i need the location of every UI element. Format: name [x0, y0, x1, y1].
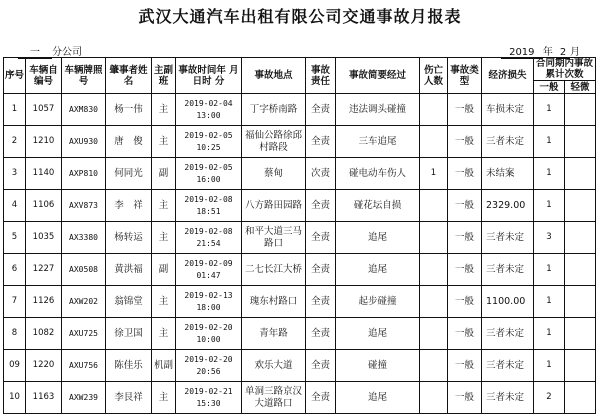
cell-loss: 1100.00	[482, 286, 534, 318]
cell-vehicle-no: 1163	[26, 382, 62, 414]
cell-seq: 4	[4, 190, 26, 222]
table-row	[4, 350, 596, 382]
cell-plate: AXU930	[62, 126, 106, 158]
cell-location: 八方路田园路	[242, 190, 306, 222]
cell-time-value: 15:30	[196, 398, 221, 408]
cell-casualties	[420, 222, 448, 254]
cell-plate: AXU756	[62, 350, 106, 382]
cell-liability: 全责	[306, 254, 336, 286]
cell-vehicle-no: 1057	[26, 94, 62, 126]
cell-location: 蔡甸	[242, 158, 306, 190]
cell-role: 副	[152, 158, 176, 190]
cell-summary: 碰电动车伤人	[336, 158, 420, 190]
cell-time	[176, 286, 242, 318]
cell-summary: 三车追尾	[336, 126, 420, 158]
cell-plate: AXV873	[62, 190, 106, 222]
cell-seq: 6	[4, 254, 26, 286]
cell-type: 一般	[448, 286, 482, 318]
cell-location: 丁字桥南路	[242, 94, 306, 126]
period-year: 2019	[501, 47, 543, 59]
cell-type: 一般	[448, 254, 482, 286]
cell-plate: AXP810	[62, 158, 106, 190]
accident-table	[3, 57, 596, 414]
cell-liability: 全责	[306, 190, 336, 222]
cell-seq: 2	[4, 126, 26, 158]
cell-summary: 追尾	[336, 318, 420, 350]
header-type: 事故类型	[448, 58, 482, 94]
cell-location: 瑰东村路口	[242, 286, 306, 318]
cell-location: 福仙公路徐邱村路段	[242, 126, 306, 158]
cell-date-value: 2019-02-20	[184, 323, 233, 332]
cell-casualties	[420, 318, 448, 350]
cell-type: 一般	[448, 94, 482, 126]
cell-date-value: 2019-02-05	[184, 163, 233, 172]
cell-liability: 全责	[306, 94, 336, 126]
cell-liability: 全责	[306, 126, 336, 158]
cell-driver: 黄洪福	[106, 254, 152, 286]
cell-role: 主	[152, 190, 176, 222]
table-row	[4, 190, 596, 222]
cell-seq: 09	[4, 350, 26, 382]
header-liability: 事故责任	[306, 58, 336, 94]
cell-vehicle-no: 1210	[26, 126, 62, 158]
header-casualties: 伤亡人数	[420, 58, 448, 94]
cell-minor	[565, 286, 596, 318]
header-vehicle-no: 车辆自编号	[26, 58, 62, 94]
cell-minor	[565, 382, 596, 414]
cell-date-value: 2019-02-05	[184, 131, 233, 140]
header-seq: 序号	[4, 58, 26, 94]
cell-date-value: 2019-02-04	[184, 99, 233, 108]
cell-time-value: 10:00	[196, 334, 221, 344]
cell-loss: 车损未定	[482, 94, 534, 126]
cell-role: 机副	[152, 350, 176, 382]
cell-summary: 追尾	[336, 222, 420, 254]
cell-time-value: 01:47	[196, 270, 221, 280]
cell-casualties	[420, 286, 448, 318]
cell-casualties	[420, 94, 448, 126]
cell-liability: 全责	[306, 318, 336, 350]
cell-time	[176, 158, 242, 190]
cell-general: 1	[534, 350, 565, 382]
cell-time-value: 13:00	[196, 110, 221, 120]
cell-summary: 碰花坛自损	[336, 190, 420, 222]
cell-time-value: 20:56	[196, 366, 221, 376]
cell-plate: AXW239	[62, 382, 106, 414]
table-row	[4, 254, 596, 286]
cell-role: 主	[152, 286, 176, 318]
cell-time	[176, 350, 242, 382]
cell-seq: 7	[4, 286, 26, 318]
cell-vehicle-no: 1126	[26, 286, 62, 318]
cell-plate: AXU725	[62, 318, 106, 350]
table-row	[4, 94, 596, 126]
cell-time	[176, 222, 242, 254]
cell-type: 一般	[448, 190, 482, 222]
cell-general: 1	[534, 254, 565, 286]
cell-time-value: 10:25	[196, 142, 221, 152]
cell-date-value: 2019-02-08	[184, 195, 233, 204]
cell-minor	[565, 350, 596, 382]
cell-general: 1	[534, 126, 565, 158]
cell-loss: 三者未定	[482, 382, 534, 414]
header-location: 事故地点	[242, 58, 306, 94]
cell-casualties	[420, 254, 448, 286]
header-loss: 经济损失	[482, 58, 534, 94]
cell-date-value: 2019-02-21	[184, 387, 233, 396]
cell-plate: AXM830	[62, 94, 106, 126]
cell-time-value: 18:51	[196, 206, 221, 216]
cell-seq: 10	[4, 382, 26, 414]
cell-driver: 杨一伟	[106, 94, 152, 126]
cell-location: 二七长江大桥	[242, 254, 306, 286]
cell-driver: 李 祥	[106, 190, 152, 222]
period-month-suffix: 月	[570, 47, 580, 58]
cell-loss: 三者未定	[482, 318, 534, 350]
cell-vehicle-no: 1220	[26, 350, 62, 382]
cell-type: 一般	[448, 350, 482, 382]
cell-date-value: 2019-02-20	[184, 355, 233, 364]
cell-date-value: 2019-02-08	[184, 227, 233, 236]
cell-role: 主	[152, 382, 176, 414]
header-summary: 事故简要经过	[336, 58, 420, 94]
cell-type: 一般	[448, 318, 482, 350]
cell-role: 主	[152, 318, 176, 350]
cell-driver: 唐 俊	[106, 126, 152, 158]
cell-type: 一般	[448, 126, 482, 158]
cell-role: 副	[152, 254, 176, 286]
header-general: 一般	[534, 81, 565, 94]
cell-seq: 3	[4, 158, 26, 190]
cell-summary: 违法调头碰撞	[336, 94, 420, 126]
cell-seq: 1	[4, 94, 26, 126]
cell-minor	[565, 94, 596, 126]
cell-driver: 翁锦堂	[106, 286, 152, 318]
cell-time	[176, 254, 242, 286]
cell-minor	[565, 126, 596, 158]
branch-suffix: 分公司	[52, 47, 82, 58]
cell-time-value: 18:00	[196, 302, 221, 312]
cell-loss: 未结案	[482, 158, 534, 190]
cell-location: 和平大道三马路口	[242, 222, 306, 254]
table-row	[4, 286, 596, 318]
cell-type: 一般	[448, 158, 482, 190]
cell-plate: AX0508	[62, 254, 106, 286]
cell-general: 2	[534, 382, 565, 414]
cell-driver: 陈佳乐	[106, 350, 152, 382]
cell-minor	[565, 318, 596, 350]
cell-liability: 次责	[306, 158, 336, 190]
cell-liability: 全责	[306, 382, 336, 414]
cell-vehicle-no: 1082	[26, 318, 62, 350]
cell-driver: 李艮祥	[106, 382, 152, 414]
cell-vehicle-no: 1106	[26, 190, 62, 222]
cell-time	[176, 190, 242, 222]
cell-seq: 5	[4, 222, 26, 254]
cell-vehicle-no: 1227	[26, 254, 62, 286]
cell-role: 主	[152, 126, 176, 158]
cell-location: 青年路	[242, 318, 306, 350]
cell-date-value: 2019-02-13	[184, 291, 233, 300]
header-plate: 车辆牌照号	[62, 58, 106, 94]
table-row	[4, 318, 596, 350]
cell-loss: 三者未定	[482, 126, 534, 158]
cell-location: 欢乐大道	[242, 350, 306, 382]
cell-role: 主	[152, 222, 176, 254]
table-row	[4, 382, 596, 414]
cell-vehicle-no: 1140	[26, 158, 62, 190]
period-month: 2	[556, 47, 570, 59]
cell-general: 3	[534, 222, 565, 254]
table-row	[4, 126, 596, 158]
cell-plate: AX3380	[62, 222, 106, 254]
cell-casualties	[420, 190, 448, 222]
cell-time	[176, 318, 242, 350]
cell-time	[176, 382, 242, 414]
cell-minor	[565, 254, 596, 286]
cell-general: 1	[534, 190, 565, 222]
cell-summary: 碰撞	[336, 350, 420, 382]
cell-seq: 8	[4, 318, 26, 350]
header-minor: 轻微	[565, 81, 596, 94]
cell-minor	[565, 190, 596, 222]
cell-general: 1	[534, 286, 565, 318]
cell-summary: 追尾	[336, 382, 420, 414]
cell-plate: AXW202	[62, 286, 106, 318]
cell-loss: 三者未定	[482, 350, 534, 382]
cell-liability: 全责	[306, 286, 336, 318]
cell-time	[176, 126, 242, 158]
table-row	[4, 158, 596, 190]
cell-general: 1	[534, 158, 565, 190]
cell-time-value: 16:00	[196, 174, 221, 184]
cell-general: 1	[534, 94, 565, 126]
cell-driver: 杨转运	[106, 222, 152, 254]
header-role: 主副班	[152, 58, 176, 94]
period-year-suffix: 年	[542, 47, 553, 58]
header-driver: 肇事者姓名	[106, 58, 152, 94]
cell-summary: 追尾	[336, 254, 420, 286]
cell-type: 一般	[448, 382, 482, 414]
table-row	[4, 222, 596, 254]
branch-name: 一	[18, 43, 52, 59]
cell-casualties	[420, 350, 448, 382]
cell-casualties: 1	[420, 158, 448, 190]
cell-driver: 徐卫国	[106, 318, 152, 350]
cell-driver: 何同光	[106, 158, 152, 190]
cell-liability: 全责	[306, 350, 336, 382]
cell-loss: 三者未定	[482, 222, 534, 254]
cell-minor	[565, 222, 596, 254]
cell-loss: 三者未定	[482, 254, 534, 286]
header-time: 事故时间年 月 日时 分	[176, 58, 242, 94]
cell-type: 一般	[448, 222, 482, 254]
cell-minor	[565, 158, 596, 190]
cell-loss: 2329.00	[482, 190, 534, 222]
cell-date-value: 2019-02-09	[184, 259, 233, 268]
cell-time	[176, 94, 242, 126]
cell-location: 单洞三路京汉大道路口	[242, 382, 306, 414]
cell-general: 1	[534, 318, 565, 350]
cell-liability: 全责	[306, 222, 336, 254]
cell-time-value: 21:54	[196, 238, 221, 248]
cell-casualties	[420, 126, 448, 158]
report-title: 武汉大通汽车出租有限公司交通事故月报表	[138, 7, 462, 26]
cell-casualties	[420, 382, 448, 414]
cell-role: 主	[152, 94, 176, 126]
cell-summary: 起步碰撞	[336, 286, 420, 318]
header-contract: 合同期内事故累计次数	[534, 58, 596, 81]
cell-vehicle-no: 1035	[26, 222, 62, 254]
